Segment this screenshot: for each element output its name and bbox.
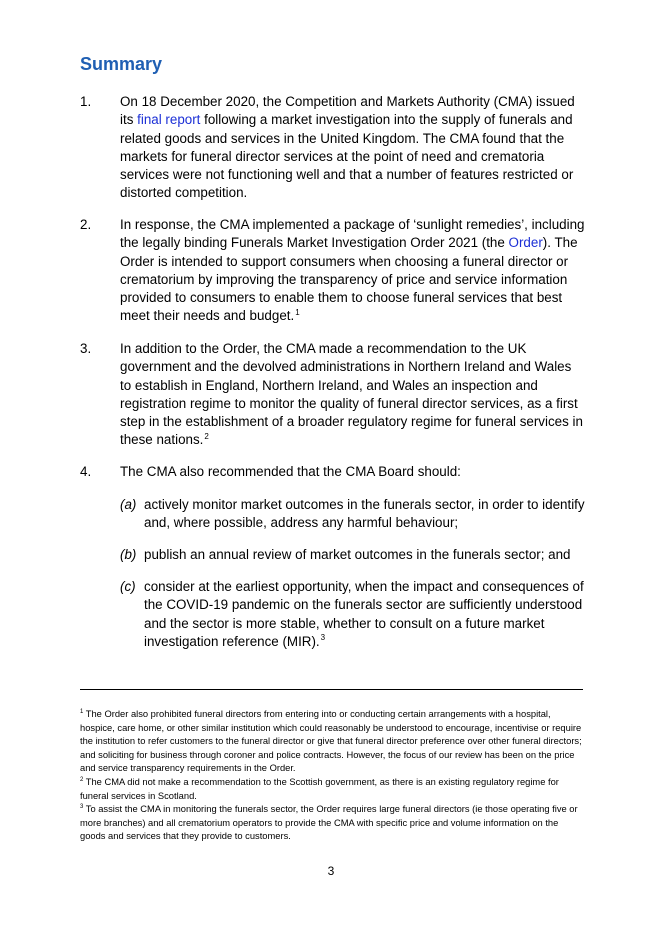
page-number: 3 [327,864,335,878]
final-report-link[interactable]: final report [137,112,201,128]
paragraph-text: In response, the CMA implemented a package of ‘sunlight remedies’, including the legally binding Funerals Market Investigation Order 2021 (the Order). The Order is intended to support consumers when choosing a funeral director or crematorium by improving the transparency of price and service information provided to consumers to enable them to choose funeral services that best meet their needs and budget.$^1$ [120,217,585,324]
list-item-label: (c) [120,579,136,594]
paragraph-number: 4. [80,464,92,479]
footnote-ref-2[interactable]: 2 [204,432,209,442]
paragraph-number: 1. [80,94,92,109]
list-item-b [120,546,585,564]
footnote-ref-1[interactable]: 1 [295,308,300,318]
footnote-1: $^1$ The Order also prohibited funeral directors from entering into or conducting certain arrangements with a hospital, hospice, care home, or other similar institution which could reasonably be understood to encourage, incentivise or require the institution to refer customers to the funeral director or give that funeral director preference over other funeral directors; and soliciting for business through coroner and police contracts. However, the focus of our review has been on the price and service transparency requirements in the Order. [80,708,582,774]
footnote-ref-3[interactable]: 3 [320,633,326,643]
list-item-label: (a) [120,497,137,512]
list-item-label: (b) [120,547,137,562]
paragraph-4 [80,463,585,481]
paragraph-text: The CMA also recommended that the CMA Board should: [120,464,461,479]
order-link[interactable]: Order [508,235,543,251]
footnote-divider [80,689,583,690]
page-title: Summary [80,54,163,74]
list-item-a [120,496,585,533]
footnote-3: $^3$ To assist the CMA in monitoring the funerals sector, the Order requires large funeral directors (ie those operating five or more branches) and all crematorium operators to provide the CMA with specific price and volume information on the goods and services that they provide to customers. [80,804,578,842]
list-item-text: actively monitor market outcomes in the funerals sector, in order to identify and, where possible, address any harmful behaviour; [144,497,585,531]
paragraph-1 [80,93,585,203]
paragraph-3 [80,340,585,450]
paragraph-number: 2. [80,217,92,232]
paragraph-text: On 18 December 2020, the Competition and Markets Authority (CMA) issued its final report following a market investigation into the supply of funerals and related goods and services in the United Kingdom. The CMA found that the markets for funeral director services at the point of need and crematoria services were not functioning well and that a number of features restricted or distorted competition. [120,94,575,201]
footnotes [80,708,585,844]
paragraph-2 [80,216,585,326]
list-item-text: consider at the earliest opportunity, when the impact and consequences of the COVID-19 pandemic on the funerals sector are sufficiently understood and the sector is more stable, whether to consult on a future market investigation reference (MIR).$^3$ [144,579,584,649]
paragraph-text: In addition to the Order, the CMA made a recommendation to the UK government and the devolved administrations in Northern Ireland and Wales to establish in England, Northern Ireland, and Wales an inspection and registration regime to monitor the quality of funeral director services, as a first step in the establishment of a broader regulatory regime for funeral services in these nations.$^2$ [120,341,583,448]
paragraph-number: 3. [80,341,92,356]
footnote-2: $^2$ The CMA did not make a recommendation to the Scottish government, as there is an existing regulatory regime for funeral services in Scotland. [80,776,559,801]
list-item-c [120,578,585,651]
list-item-text: publish an annual review of market outcomes in the funerals sector; and [144,547,571,562]
